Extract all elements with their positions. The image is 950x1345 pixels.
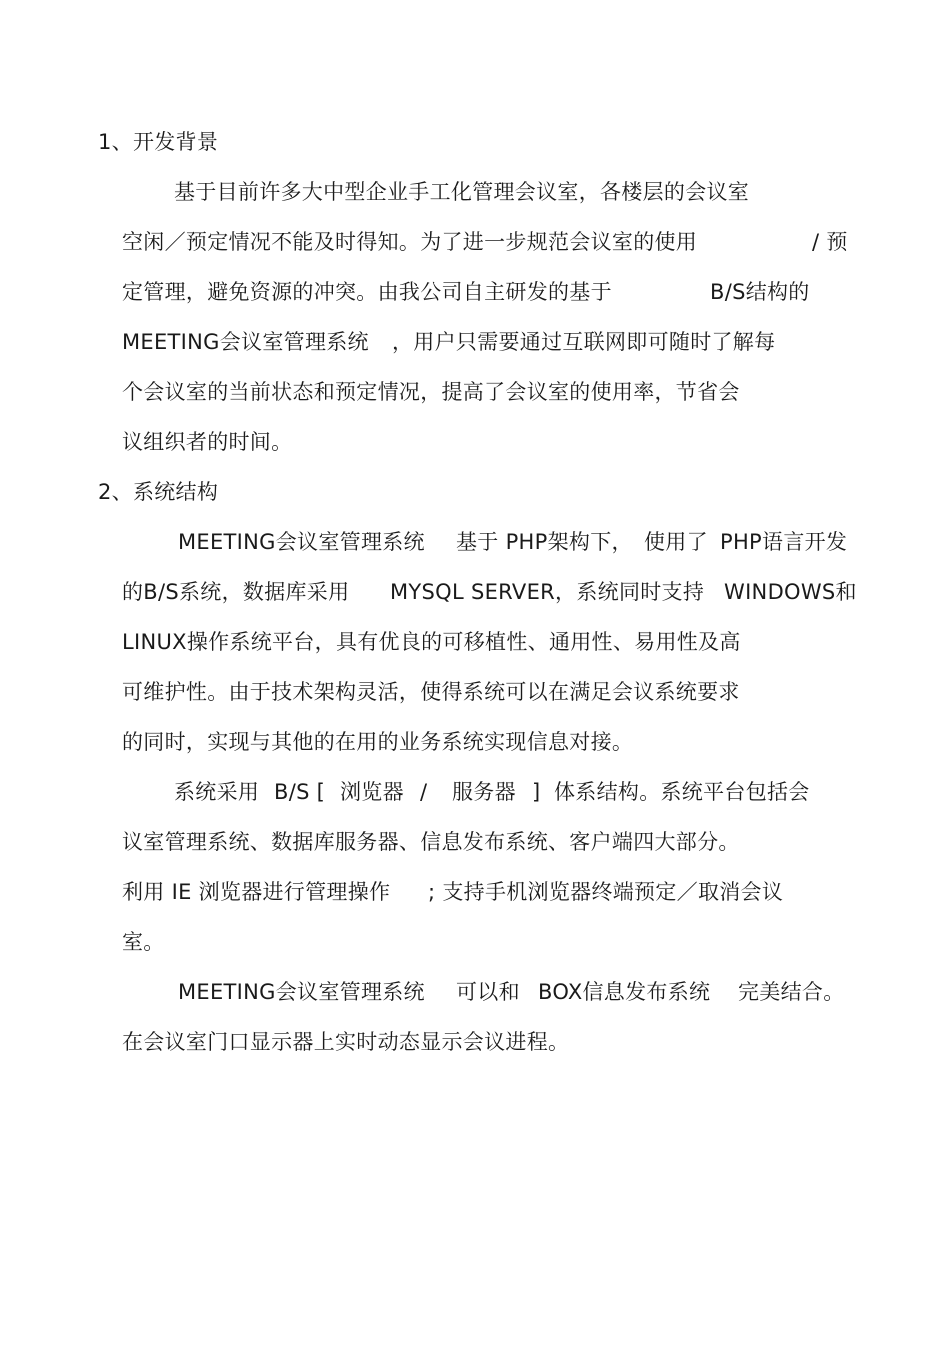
paragraph-fragment: ，用户只需要通过互联网即可随时了解每: [392, 330, 776, 354]
paragraph-fragment: /: [420, 780, 428, 804]
paragraph-line: 定管理，避免资源的冲突。由我公司自主研发的基于: [122, 280, 612, 304]
paragraph-line: 议组织者的时间。: [122, 430, 293, 454]
paragraph-fragment: 基于 PHP架构下，: [456, 530, 633, 554]
paragraph-fragment: BOX信息发布系统: [538, 980, 711, 1004]
paragraph-line: 空闲／预定情况不能及时得知。为了进一步规范会议室的使用: [122, 230, 698, 254]
paragraph-line: LINUX操作系统平台，具有优良的可移植性、通用性、易用性及高: [122, 630, 741, 654]
paragraph-fragment: MEETING会议室管理系统: [178, 530, 425, 554]
paragraph-fragment: 的B/S系统，数据库采用: [122, 580, 350, 604]
paragraph-line: 基于目前许多大中型企业手工化管理会议室，各楼层的会议室: [174, 180, 750, 204]
section-heading-background: 1、开发背景: [98, 130, 219, 154]
paragraph-fragment: ; 支持手机浏览器终端预定／取消会议: [428, 880, 784, 904]
paragraph-fragment: 浏览器: [340, 780, 404, 804]
paragraph-line: 个会议室的当前状态和预定情况，提高了会议室的使用率，节省会: [122, 380, 740, 404]
paragraph-fragment: MYSQL SERVER，系统同时支持: [390, 580, 705, 604]
paragraph-line: 室。: [122, 930, 165, 954]
paragraph-line: 议室管理系统、数据库服务器、信息发布系统、客户端四大部分。: [122, 830, 740, 854]
paragraph-fragment: 可以和: [456, 980, 520, 1004]
paragraph-fragment: 利用 IE 浏览器进行管理操作: [122, 880, 391, 904]
paragraph-fragment: / 预: [812, 230, 848, 254]
paragraph-line: 可维护性。由于技术架构灵活，使得系统可以在满足会议系统要求: [122, 680, 740, 704]
paragraph-fragment: B/S结构的: [710, 280, 810, 304]
paragraph-fragment: ]: [532, 780, 541, 804]
paragraph-fragment: 服务器: [452, 780, 516, 804]
paragraph-fragment: 完美结合。: [738, 980, 845, 1004]
paragraph-line: 的同时，实现与其他的在用的业务系统实现信息对接。: [122, 730, 634, 754]
paragraph-line: 在会议室门口显示器上实时动态显示会议进程。: [122, 1030, 570, 1054]
paragraph-fragment: 系统采用: [174, 780, 260, 804]
section-heading-structure: 2、系统结构: [98, 480, 219, 504]
paragraph-fragment: PHP语言开发: [720, 530, 848, 554]
paragraph-fragment: MEETING会议室管理系统: [178, 980, 425, 1004]
paragraph-fragment: 使用了: [644, 530, 708, 554]
paragraph-fragment: MEETING会议室管理系统: [122, 330, 369, 354]
paragraph-fragment: WINDOWS和: [724, 580, 857, 604]
paragraph-fragment: B/S [: [274, 780, 326, 804]
paragraph-fragment: 体系结构。系统平台包括会: [554, 780, 810, 804]
